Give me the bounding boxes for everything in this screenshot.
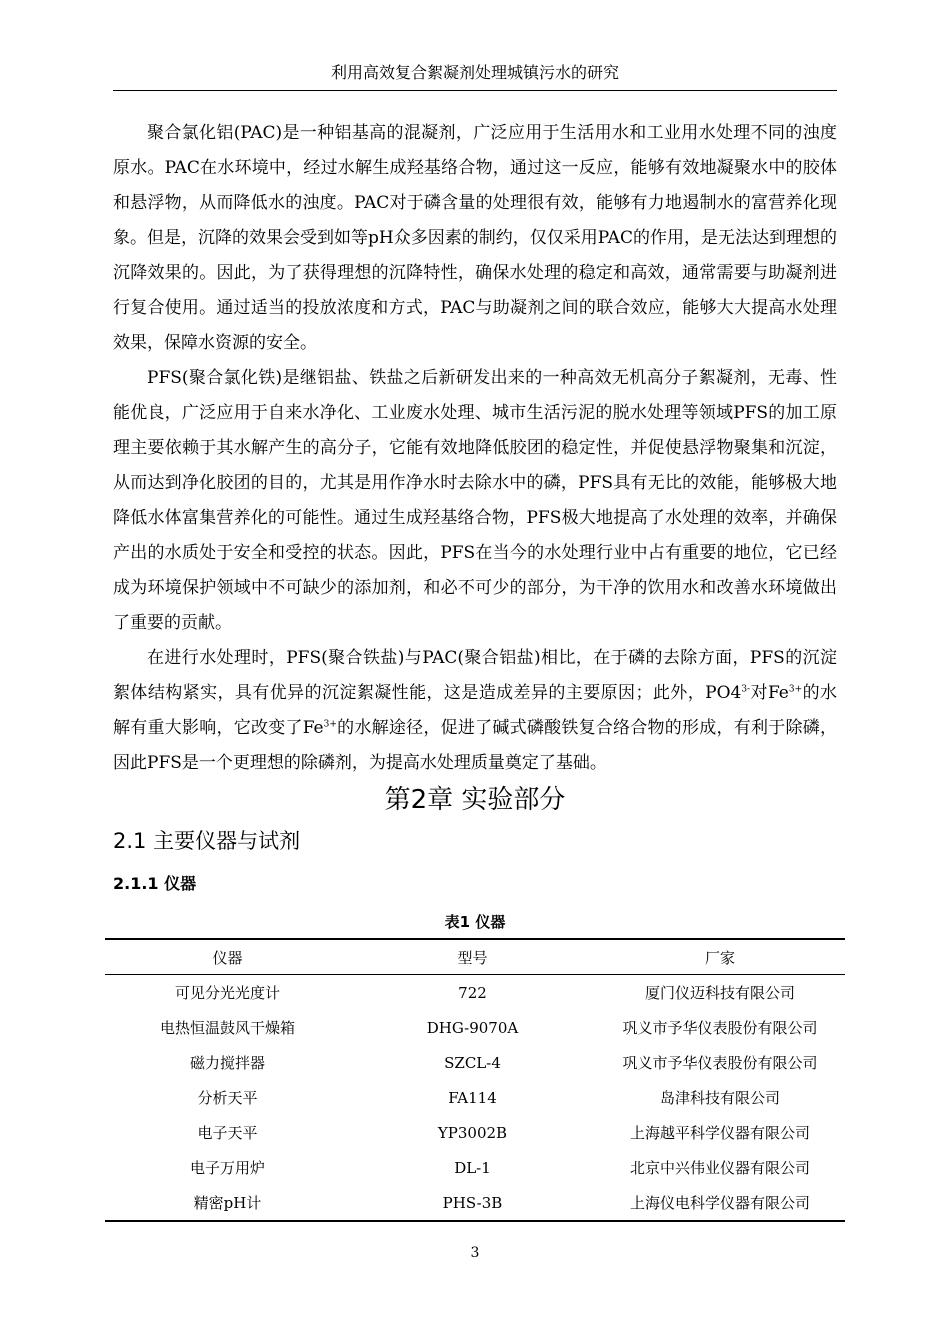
superscript-iron-charge-2: 3+ [323,719,337,730]
body-text [113,116,837,781]
cell-instrument: 分析天平 [197,1089,258,1107]
cell-instrument: 精密pH计 [105,1185,350,1221]
paragraph-comparison [113,641,837,781]
cell-model: YP3002B [437,1123,508,1142]
table-header-manufacturer: 厂家 [595,939,845,975]
section-title: 2.1 主要仪器与试剂 [113,829,301,853]
cell-manufacturer: 岛津科技有限公司 [659,1089,780,1107]
cell-model: PHS-3B [350,1185,595,1221]
cell-manufacturer: 厦门仪迈科技有限公司 [644,984,795,1002]
cell-instrument: 电热恒温鼓风干燥箱 [159,1019,295,1037]
table-row [105,1010,845,1045]
paragraph-pfs: PFS(聚合氯化铁)是继铝盐、铁盐之后新研发出来的一种高效无机高分子絮凝剂，无毒、性能优良，广泛应用于自来水净化、工业废水处理、城市生活污泥的脱水处理等领域PFS的加工原理主要依赖于其水解产生的高分子，它能有效地降低胶团的稳定性，并促使悬浮物聚集和沉淀，从而达到净化胶团的目的，尤其是用作净水时去除水中的磷，PFS具有无比的效能，能够极大地降低水体富集营养化的可能性。通过生成羟基络合物，PFS极大地提高了水处理的效率，并确保产出的水质处于安全和受控的状态。因此，PFS在当今的水处理行业中占有重要的地位，它已经成为环境保护领域中不可缺少的添加剂，和必不可少的部分，为干净的饮用水和改善水环境做出了重要的贡献。 [113,368,837,633]
cell-model: DL-1 [454,1158,491,1177]
table-header-row [105,939,845,975]
cell-manufacturer: 巩义市予华仪表股份有限公司 [622,1019,818,1037]
superscript-phosphate-charge: 3- [741,684,751,695]
cell-instrument: 电子天平 [197,1124,258,1142]
cell-model: 722 [458,983,487,1002]
paragraph-comparison-part2: 对Fe [750,683,789,703]
table-header-instrument: 仪器 [105,939,350,975]
paragraph-pac: 聚合氯化铝(PAC)是一种铝基高的混凝剂，广泛应用于生活用水和工业用水处理不同的浊度原水。PAC在水环境中，经过水解生成羟基络合物，通过这一反应，能够有效地凝聚水中的胶体和悬浮物，从而降低水的浊度。PAC对于磷含量的处理很有效，能够有力地遏制水的富营养化现象。但是，沉降的效果会受到如等pH众多因素的制约，仅仅采用PAC的作用，是无法达到理想的沉降效果的。因此，为了获得理想的沉降特性，确保水处理的稳定和高效，通常需要与助凝剂进行复合使用。通过适当的投放浓度和方式，PAC与助凝剂之间的联合效应，能够大大提高水处理效果，保障水资源的安全。 [113,123,837,353]
table-header-model: 型号 [350,939,595,975]
cell-model: SZCL-4 [444,1053,501,1072]
cell-instrument: 可见分光光度计 [174,984,280,1002]
superscript-iron-charge: 3+ [788,684,803,695]
instrument-table [105,938,845,1222]
cell-manufacturer: 北京中兴伟业仪器有限公司 [629,1159,810,1177]
cell-manufacturer: 上海越平科学仪器有限公司 [629,1124,810,1142]
chapter-title: 第2章 实验部分 [384,785,566,815]
paragraph-comparison-part1: 在进行水处理时，PFS(聚合铁盐)与PAC(聚合铝盐)相比，在于磷的去除方面，PFS的沉淀絮体结构紧实，具有优异的沉淀絮凝性能，这是造成差异的主要原因；此外，PO4 [113,648,837,703]
table-row [105,1080,845,1115]
cell-model: DHG-9070A [426,1018,519,1037]
table-row [105,1115,845,1150]
cell-manufacturer: 上海仪电科学仪器有限公司 [595,1185,845,1221]
cell-model: FA114 [448,1088,497,1107]
header-rule [113,90,837,91]
cell-instrument: 磁力搅拌器 [189,1054,265,1072]
page-number: 3 [470,1245,480,1261]
paragraph-comparison-part3: 的水解有重大影响，它改变了Fe [113,683,837,738]
running-header: 利用高效复合絮凝剂处理城镇污水的研究 [330,63,619,82]
table-row [105,975,845,1011]
subsection-title: 2.1.1 仪器 [113,874,197,893]
table-row [105,1045,845,1080]
paragraph-comparison-part4: 的水解途径，促进了碱式磷酸铁复合络合物的形成，有利于除磷，因此PFS是一个更理想的除磷剂，为提高水处理质量奠定了基础。 [113,718,837,773]
table-caption: 表1 仪器 [444,913,506,931]
cell-instrument: 电子万用炉 [189,1159,265,1177]
table-row [105,1185,845,1221]
table-row [105,1150,845,1185]
cell-manufacturer: 巩义市予华仪表股份有限公司 [622,1054,818,1072]
